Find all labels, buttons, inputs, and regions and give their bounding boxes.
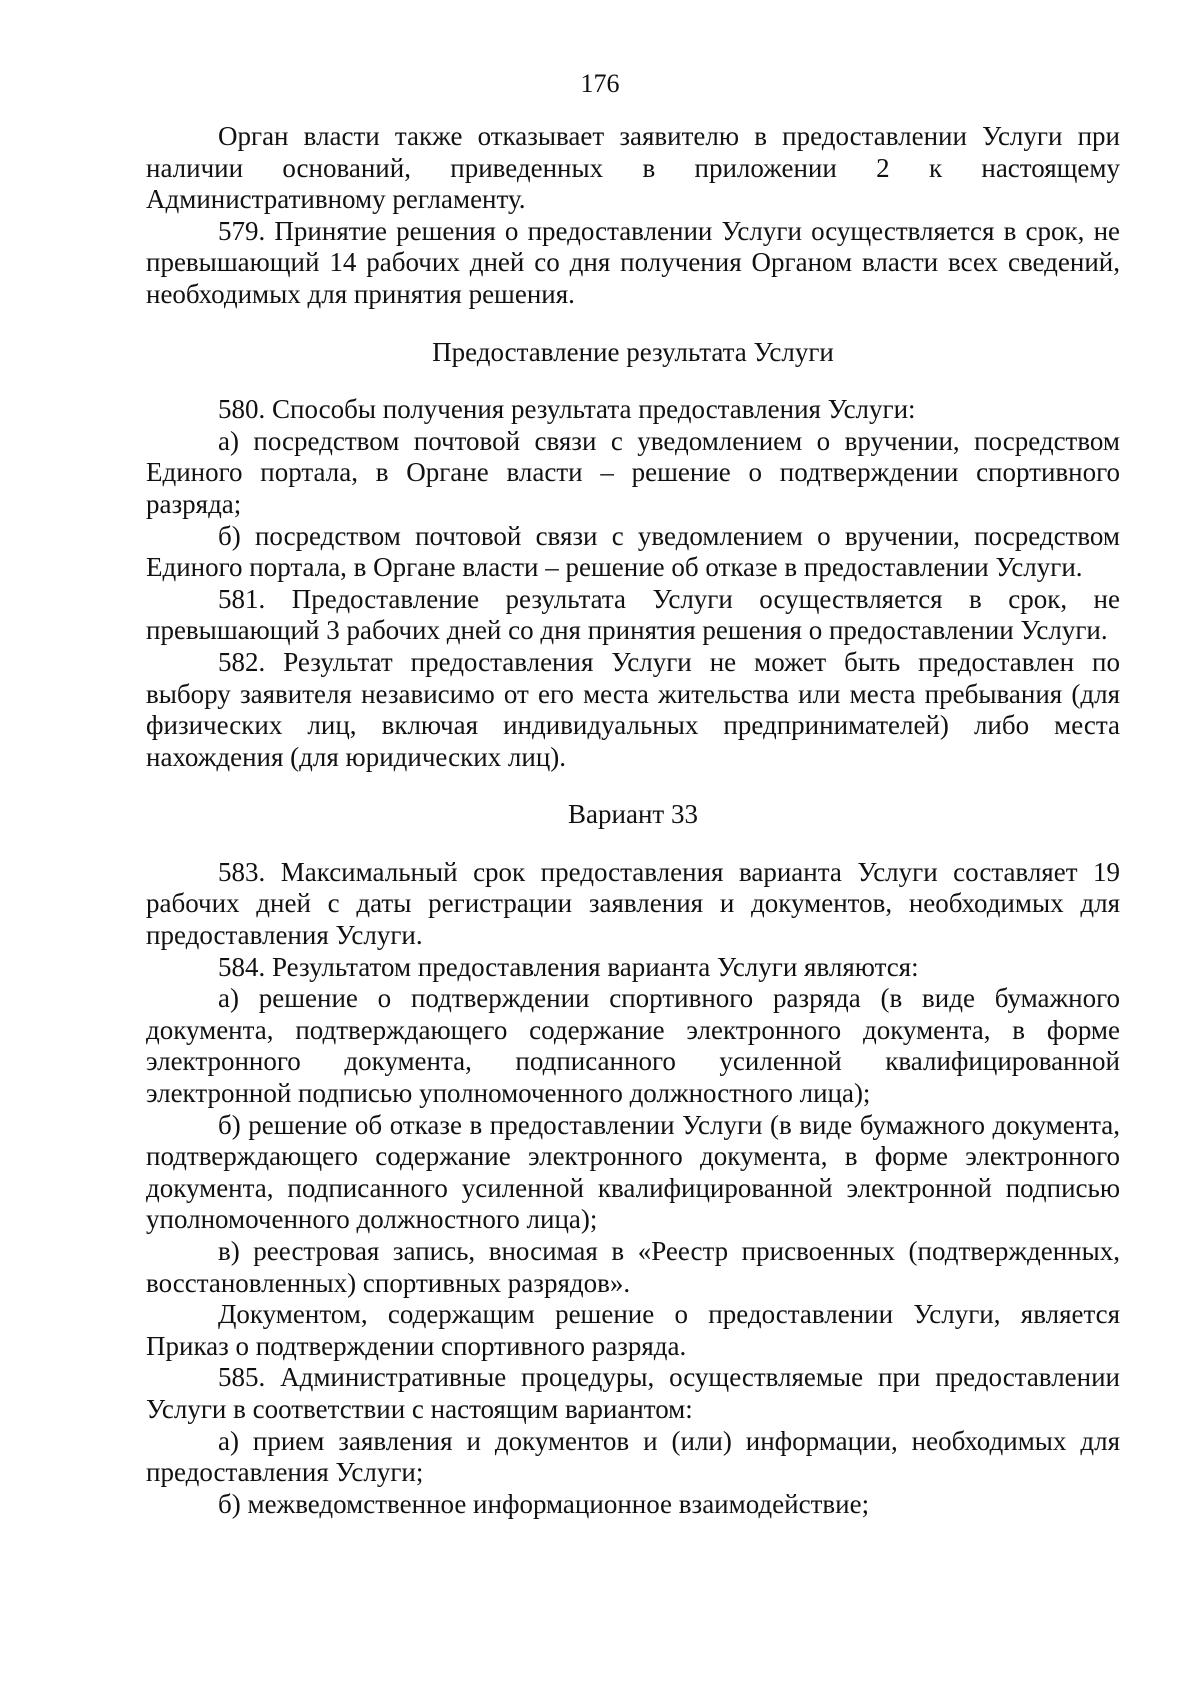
paragraph-581: 581. Предоставление результата Услуги осуществляется в срок, не превышающий 3 рабочих дней со дня принятия решения о предоставлении Услуги. <box>146 583 1120 646</box>
document-body <box>146 121 1120 1520</box>
page-number: 176 <box>580 69 620 98</box>
paragraph-584: 584. Результатом предоставления варианта Услуги являются: <box>218 951 919 982</box>
paragraph-584-b: б) решение об отказе в предоставлении Услуги (в виде бумажного документа, подтверждающего содержание электронного документа, в форме электронного документа, подписанного усиленной квалифицированной электронной подписью уполномоченного должностного лица); <box>146 1109 1120 1235</box>
paragraph-582: 582. Результат предоставления Услуги не может быть предоставлен по выбору заявителя независимо от его места жительства или места пребывания (для физических лиц, включая индивидуальных предпринимателей) либо места нахождения (для юридических лиц). <box>146 646 1120 772</box>
paragraph-585-b: б) межведомственное информационное взаимодействие; <box>218 1488 870 1519</box>
paragraph-579: 579. Принятие решения о предоставлении Услуги осуществляется в срок, не превышающий 14 рабочих дней со дня получения Органом власти всех сведений, необходимых для принятия решения. <box>146 215 1120 309</box>
paragraph-585-a: а) прием заявления и документов и (или) информации, необходимых для предоставления Услуги; <box>146 1425 1120 1488</box>
paragraph-585: 585. Административные процедуры, осуществляемые при предоставлении Услуги в соответствии с настоящим вариантом: <box>146 1362 1120 1424</box>
paragraph-580-b: б) посредством почтовой связи с уведомлением о вручении, посредством Единого портала, в Органе власти – решение об отказе в предоставлении Услуги. <box>146 520 1120 583</box>
paragraph-refusal-grounds: Орган власти также отказывает заявителю в предоставлении Услуги при наличии оснований, приведенных в приложении 2 к настоящему Административному регламенту. <box>146 121 1120 215</box>
section-heading-result: Предоставление результата Услуги <box>432 336 834 367</box>
paragraph-580-a: а) посредством почтовой связи с уведомлением о вручении, посредством Единого портала, в Органе власти – решение о подтверждении спортивного разряда; <box>146 425 1120 519</box>
paragraph-583: 583. Максимальный срок предоставления варианта Услуги составляет 19 рабочих дней с даты регистрации заявления и документов, необходимых для предоставления Услуги. <box>146 856 1120 951</box>
paragraph-580: 580. Способы получения результата предоставления Услуги: <box>218 394 916 425</box>
section-heading-variant-33: Вариант 33 <box>568 799 698 830</box>
paragraph-decision-document: Документом, содержащим решение о предоставлении Услуги, является Приказ о подтверждении спортивного разряда. <box>146 1299 1120 1361</box>
paragraph-584-v: в) реестровая запись, вносимая в «Реестр присвоенных (подтвержденных, восстановленных) спортивных разрядов». <box>146 1236 1120 1298</box>
paragraph-584-a: а) решение о подтверждении спортивного разряда (в виде бумажного документа, подтверждающего содержание электронного документа, в форме электронного документа, подписанного усиленной квалифицированной электронной подписью уполномоченного должностного лица); <box>146 983 1120 1109</box>
